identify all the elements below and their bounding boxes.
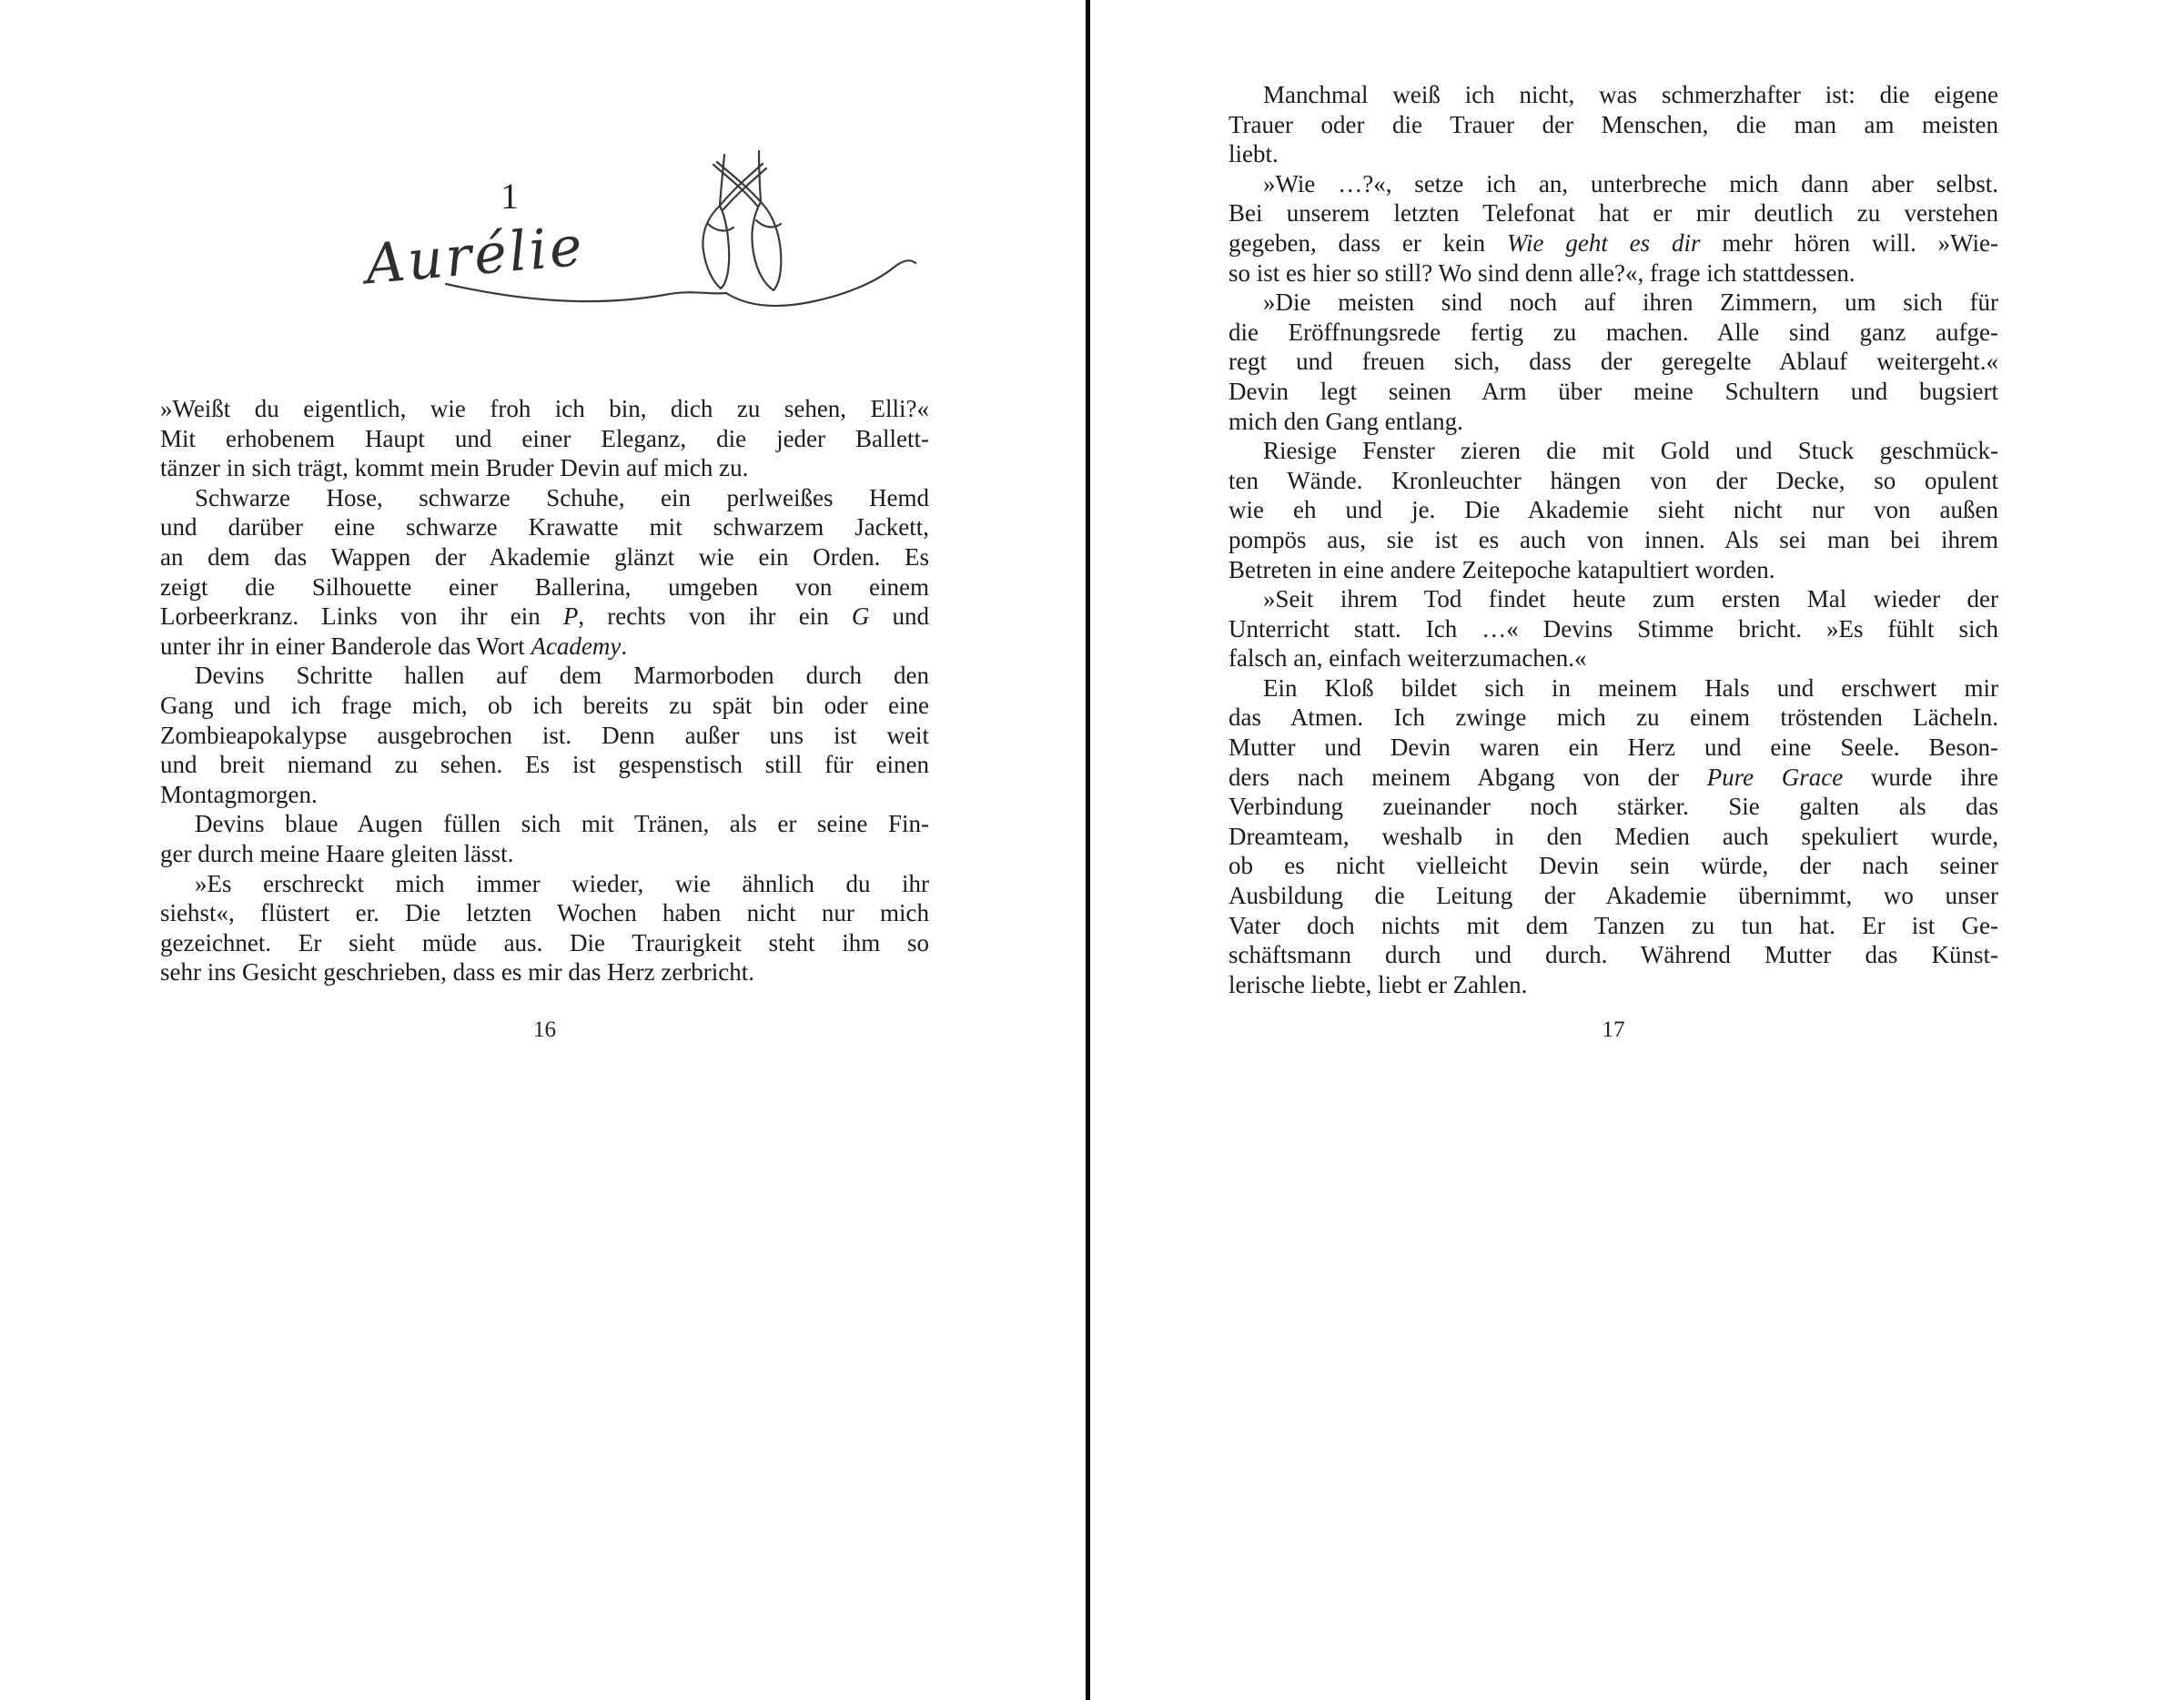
text-line: Riesige Fenster zieren die mit Gold und Stuck geschmück- bbox=[1263, 437, 1998, 465]
text-line: ten Wände. Kronleuchter hängen von der Decke, so opulent bbox=[1228, 466, 1998, 494]
left-page-number: 16 bbox=[533, 1017, 556, 1042]
text-line: falsch an, einfach weiterzumachen.« bbox=[1228, 644, 1587, 673]
text-line: Ausbildung die Leitung der Akademie übernimmt, wo unser bbox=[1228, 882, 1998, 910]
text-line: Schwarze Hose, schwarze Schuhe, ein perlweißes Hemd bbox=[195, 483, 929, 511]
text-line: schäftsmann durch und durch. Während Mutter das Künst- bbox=[1228, 941, 1998, 969]
text-line: so ist es hier so still? Wo sind denn alle?«, frage ich stattdessen. bbox=[1228, 258, 1855, 287]
text-line: Trauer oder die Trauer der Menschen, die man am meisten bbox=[1228, 110, 1998, 138]
text-line: Montagmorgen. bbox=[160, 780, 318, 808]
right-page-text bbox=[1228, 80, 1998, 999]
right-page bbox=[1090, 0, 2184, 1700]
text-line: »Die meisten sind noch auf ihren Zimmern, um sich für bbox=[1263, 288, 1998, 317]
chapter-title: Aurélie bbox=[362, 214, 588, 298]
text-line: Devin legt seinen Arm über meine Schultern und bugsiert bbox=[1228, 377, 1998, 405]
right-page-number: 17 bbox=[1602, 1017, 1625, 1042]
text-line: sehr ins Gesicht geschrieben, dass es mir das Herz zerbricht. bbox=[160, 958, 755, 987]
text-line: Vater doch nichts mit dem Tanzen zu tun hat. Er ist Ge- bbox=[1228, 911, 1998, 939]
shoe-opening-icon bbox=[756, 220, 781, 227]
text-line: und breit niemand zu sehen. Es ist gespenstisch still für einen bbox=[160, 751, 929, 779]
text-line: liebt. bbox=[1228, 140, 1279, 168]
text-line: Devins blaue Augen füllen sich mit Tränen, als er seine Fin- bbox=[195, 810, 929, 838]
text-line: Zombieapokalypse ausgebrochen ist. Denn außer uns ist weit bbox=[160, 721, 929, 749]
text-line: ders nach meinem Abgang von der Pure Grace wurde ihre bbox=[1228, 763, 1998, 791]
swash-line-icon bbox=[446, 260, 915, 306]
text-line: wie eh und je. Die Akademie sieht nicht nur von außen bbox=[1228, 496, 1998, 524]
text-line: »Wie …?«, setze ich an, unterbreche mich dann aber selbst. bbox=[1263, 169, 1998, 197]
text-line: Mutter und Devin waren ein Herz und eine Seele. Beson- bbox=[1228, 734, 1998, 762]
text-line: Mit erhobenem Haupt und einer Eleganz, die jeder Ballett- bbox=[160, 424, 929, 452]
pointe-shoe-icon bbox=[703, 206, 729, 288]
text-line: tänzer in sich trägt, kommt mein Bruder Devin auf mich zu. bbox=[160, 454, 749, 482]
text-line: das Atmen. Ich zwinge mich zu einem tröstenden Lächeln. bbox=[1228, 703, 1998, 732]
text-line: lerische liebte, liebt er Zahlen. bbox=[1228, 970, 1528, 998]
text-line: »Es erschreckt mich immer wieder, wie ähnlich du ihr bbox=[195, 869, 929, 897]
text-line: Ein Kloß bildet sich in meinem Hals und erschwert mir bbox=[1263, 673, 1998, 702]
text-line: Bei unserem letzten Telefonat hat er mir deutlich zu verstehen bbox=[1228, 199, 1998, 228]
text-line: unter ihr in einer Banderole das Wort Academy. bbox=[160, 632, 628, 660]
text-line: Gang und ich frage mich, ob ich bereits zu spät bin oder eine bbox=[160, 691, 929, 719]
text-line: Verbindung zueinander noch stärker. Sie galten als das bbox=[1228, 793, 1998, 821]
text-line: ger durch meine Haare gleiten lässt. bbox=[160, 839, 514, 867]
text-line: Betreten in eine andere Zeitepoche katapultiert worden. bbox=[1228, 555, 1775, 583]
pointe-shoes-illustration bbox=[318, 137, 928, 328]
pointe-shoe-icon bbox=[752, 202, 781, 290]
text-line: Dreamteam, weshalb in den Medien auch spekuliert wurde, bbox=[1228, 822, 1998, 850]
text-line: Manchmal weiß ich nicht, was schmerzhafter ist: die eigene bbox=[1263, 81, 1998, 108]
text-line: »Weißt du eigentlich, wie froh ich bin, dich zu sehen, Elli?« bbox=[160, 395, 929, 422]
left-page-text bbox=[160, 394, 929, 987]
text-line: Unterricht statt. Ich …« Devins Stimme bricht. »Es fühlt sich bbox=[1228, 614, 1998, 643]
text-line: die Eröffnungsrede fertig zu machen. Alle sind ganz aufge- bbox=[1228, 318, 1998, 346]
text-line: »Seit ihrem Tod findet heute zum ersten Mal wieder der bbox=[1263, 585, 1998, 613]
text-line: siehst«, flüstert er. Die letzten Wochen haben nicht nur mich bbox=[160, 899, 929, 927]
shoe-opening-icon bbox=[708, 224, 733, 230]
ribbon-icon bbox=[717, 162, 761, 202]
text-line: pompös aus, sie ist es auch von innen. Als sei man bei ihrem bbox=[1228, 525, 1998, 553]
text-line: gezeichnet. Er sieht müde aus. Die Traurigkeit steht ihm so bbox=[160, 928, 929, 956]
text-line: und darüber eine schwarze Krawatte mit schwarzem Jackett, bbox=[160, 513, 929, 541]
text-line: mich den Gang entlang. bbox=[1228, 407, 1463, 435]
text-line: Devins Schritte hallen auf dem Marmorboden durch den bbox=[195, 662, 929, 690]
chapter-number: 1 bbox=[500, 176, 519, 217]
text-line: an dem das Wappen der Akademie glänzt wie ein Orden. Es bbox=[160, 542, 929, 571]
leg-line-icon bbox=[759, 151, 761, 202]
text-line: regt und freuen sich, dass der geregelte Ablauf weitergeht.« bbox=[1228, 348, 1998, 376]
left-page bbox=[0, 0, 1086, 1700]
text-line: ob es nicht vielleicht Devin sein würde, der nach seiner bbox=[1228, 852, 1998, 880]
text-line: gegeben, dass er kein Wie geht es dir mehr hören will. »Wie- bbox=[1228, 228, 1998, 257]
leg-line-icon bbox=[720, 155, 724, 206]
text-line: Lorbeerkranz. Links von ihr ein P, rechts von ihr ein G und bbox=[160, 602, 929, 631]
text-line: zeigt die Silhouette einer Ballerina, umgeben von einem bbox=[160, 572, 929, 601]
